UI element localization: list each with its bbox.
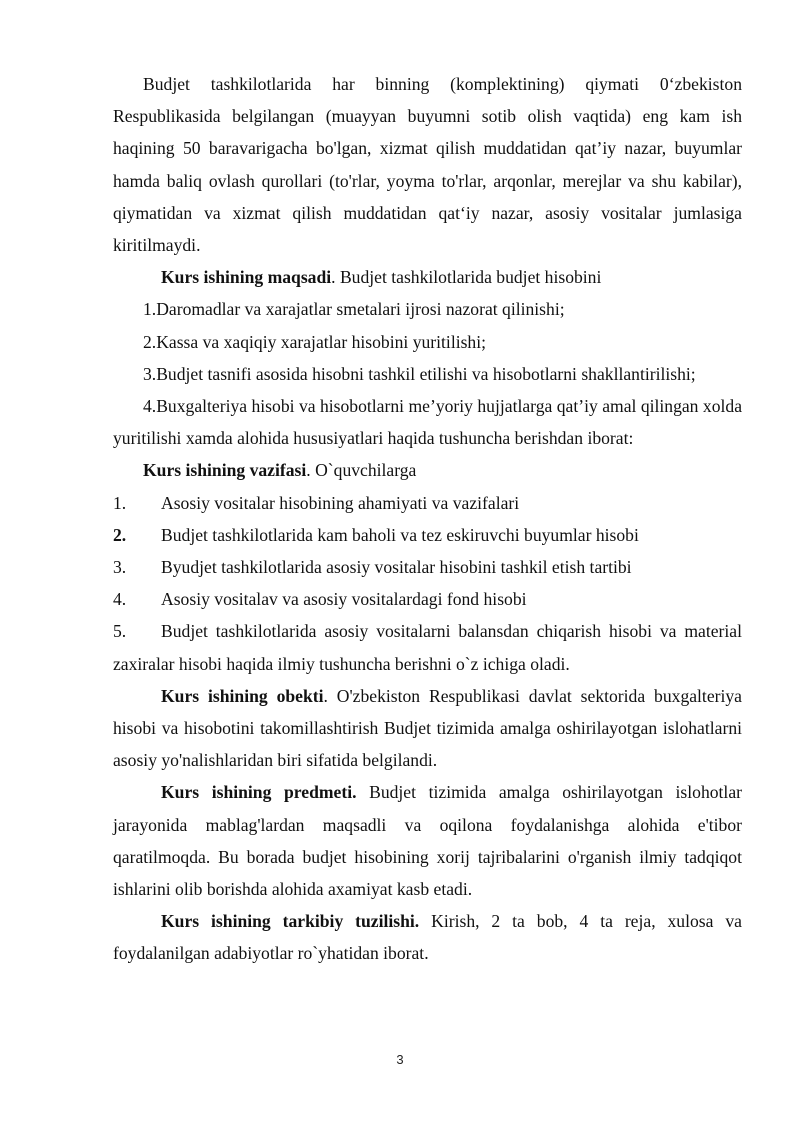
vazifa-item-5 — [113, 615, 742, 679]
vazifa-item-number: 3. — [113, 557, 127, 578]
predmet-paragraph — [113, 776, 742, 905]
intro-paragraph: Budjet tashkilotlarida har binning (komplektining) qiymati 0‘zbekiston Respublikasida belgilangan (muayyan buyumni sotib olish vaqtida) eng kam ish haqining 50 baravarigacha bo'lgan, xizmat qilish muddatidan qat’iy nazar, buyumlar hamda baliq ovlash qurollari (to'rlar, yoyma to'rlar, arqonlar, merejlar va shu kabilar), qiymatidan va xizmat qilish muddatidan qat‘iy nazar, asosiy vositalar jumlasiga kiritilmaydi. — [113, 74, 742, 256]
vazifa-heading: Kurs ishining vazifasi — [143, 460, 307, 481]
vazifa-paragraph — [113, 454, 742, 486]
vazifa-item-3 — [113, 551, 742, 583]
vazifa-item-2 — [113, 519, 742, 551]
tarkib-heading: Kurs ishining tarkibiy tuzilishi. — [161, 911, 420, 932]
vazifa-item-text: Budjet tashkilotlarida asosiy vositalarni balansdan chiqarish hisobi va material zaxiralar hisobi haqida ilmiy tushuncha berishni o`z ichiga oladi. — [113, 621, 742, 674]
vazifa-text: . O`quvchilarga — [306, 460, 417, 481]
obekt-text: . O'zbekiston Respublikasi davlat sektorida buxgalteriya hisobi va hisobotini takomillashtirish Budjet tizimida amalga oshirilayotgan islohatlarni asosiy yo'nalishlaridan biri sifatida belgilandi. — [113, 685, 742, 771]
vazifa-item-number: 4. — [113, 589, 127, 610]
obekt-heading: Kurs ishining obekti — [161, 685, 324, 706]
obekt-paragraph — [113, 680, 742, 777]
maqsad-text: . Budjet tashkilotlarida budjet hisobini — [331, 267, 602, 288]
maqsad-item-3: 3.Budjet tasnifi asosida hisobni tashkil etilishi va hisobotlarni shakllantirilishi; — [143, 363, 696, 384]
document-page — [113, 68, 742, 970]
predmet-text: Budjet tizimida amalga oshirilayotgan islohotlar jarayonida mablag'lardan maqsadli va oqilona foydalanishga alohida e'tibor qaratilmoqda. Bu borada budjet hisobining xorij tajribalarini o'rganish ilmiy tadqiqot ishlarini olib borishda alohida axamiyat kasb etadi. — [113, 782, 742, 900]
vazifa-item-text: Byudjet tashkilotlarida asosiy vositalar hisobini tashkil etish tartibi — [161, 557, 632, 578]
page-number: 3 — [396, 1052, 404, 1067]
vazifa-item-4 — [113, 583, 742, 615]
vazifa-item-1 — [113, 487, 742, 519]
tarkib-text: Kirish, 2 ta bob, 4 ta reja, xulosa va foydalanilgan adabiyotlar ro`yhatidan iborat. — [113, 911, 742, 964]
predmet-heading: Kurs ishining predmeti. — [161, 782, 357, 803]
maqsad-item-4: 4.Buxgalteriya hisobi va hisobotlarni me’yoriy hujjatlarga qat’iy amal qilingan xolda yuritilishi xamda alohida hususiyatlari haqida tushuncha berishdan iborat: — [113, 396, 742, 449]
maqsad-paragraph — [113, 261, 742, 293]
maqsad-item-1: 1.Daromadlar va xarajatlar smetalari ijrosi nazorat qilinishi; — [143, 299, 565, 320]
vazifa-item-number: 5. — [113, 621, 127, 642]
maqsad-heading: Kurs ishining maqsadi — [161, 267, 332, 288]
tarkib-paragraph — [113, 905, 742, 969]
vazifa-item-text: Budjet tashkilotlarida kam baholi va tez eskiruvchi buyumlar hisobi — [161, 524, 639, 545]
vazifa-item-text: Asosiy vositalar hisobining ahamiyati va vazifalari — [161, 492, 520, 513]
vazifa-item-number: 1. — [113, 492, 127, 513]
vazifa-item-number: 2. — [113, 524, 127, 545]
vazifa-item-text: Asosiy vositalav va asosiy vositalardagi fond hisobi — [161, 589, 527, 610]
maqsad-item-2: 2.Kassa va xaqiqiy xarajatlar hisobini yuritilishi; — [143, 331, 487, 352]
